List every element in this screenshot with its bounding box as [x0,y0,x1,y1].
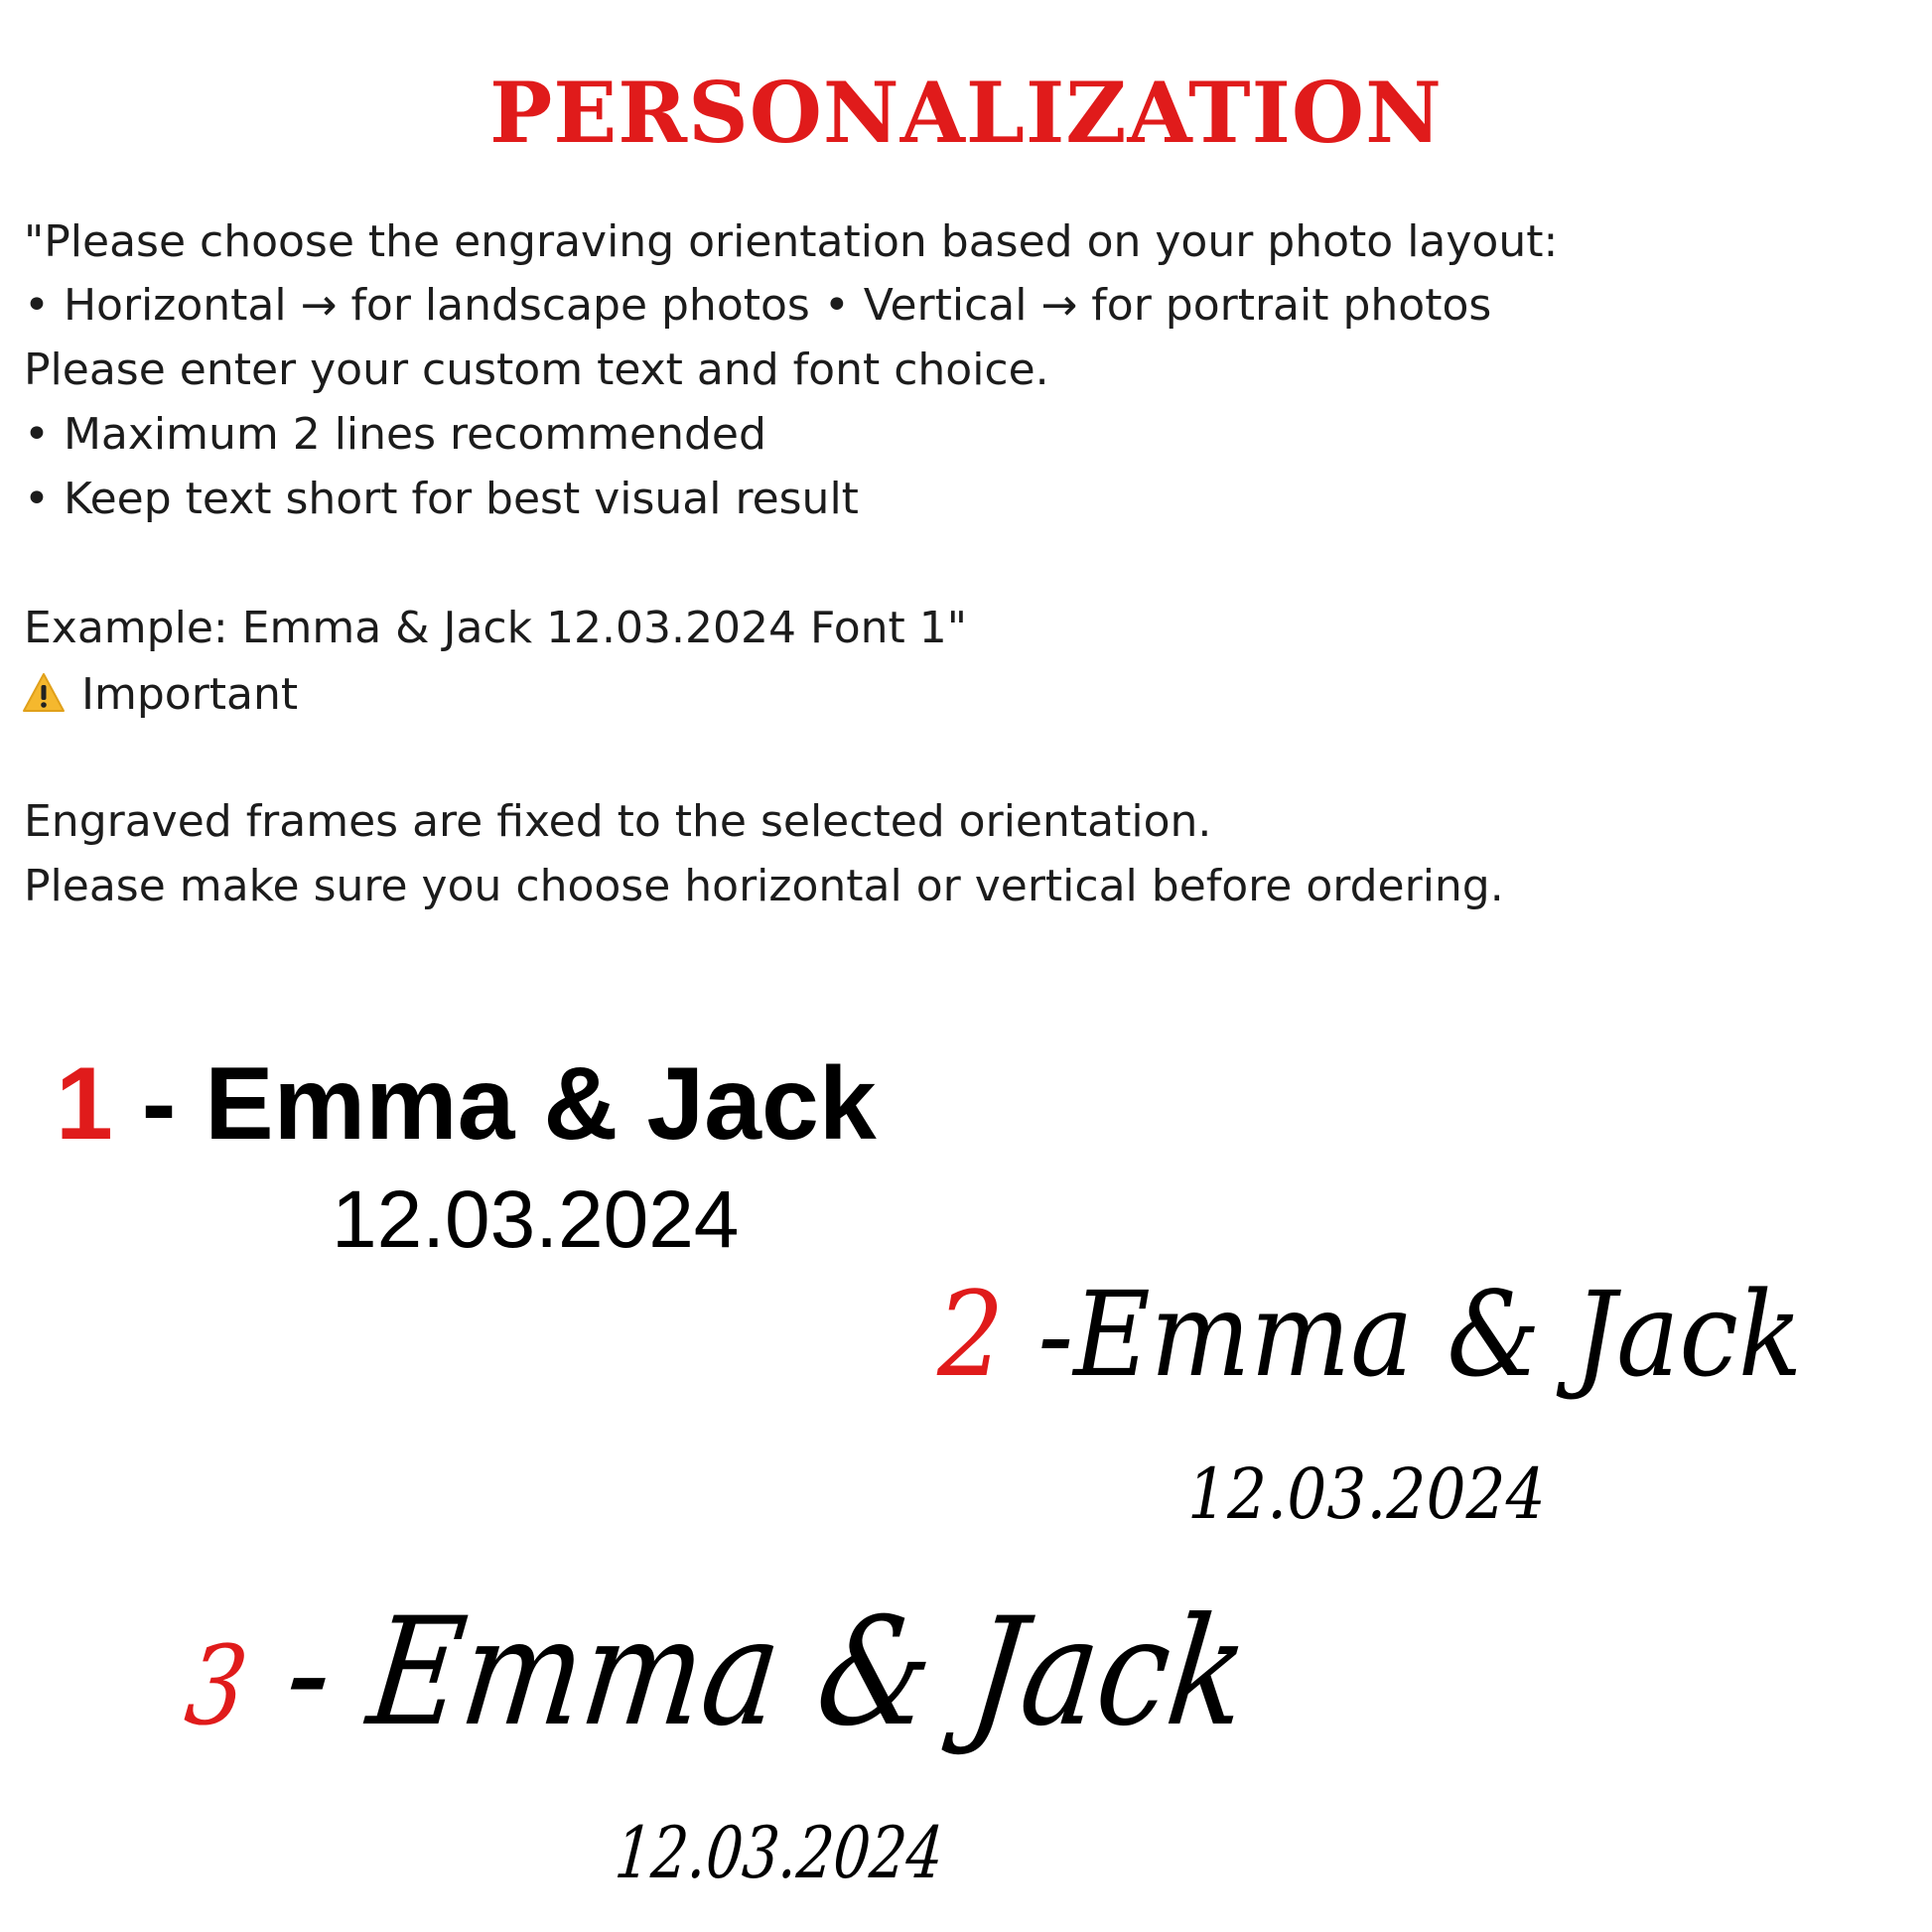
important-heading [22,669,299,720]
example-text: Example: Emma & Jack 12.03.2024 Font 1" [24,603,967,653]
font-sample-1-date: 12.03.2024 [332,1174,740,1265]
font-sample-3-number: 3 [179,1622,254,1749]
font-sample-1-names [56,1046,877,1162]
instruction-bullet: • Keep text short for best visual result [24,474,859,524]
instruction-line: "Please choose the engraving orientation based on your photo layout: [24,216,1559,267]
warning-icon [22,671,66,715]
font-sample-3-separator: - [237,1587,382,1759]
font-sample-2-date: 12.03.2024 [1187,1453,1546,1535]
page-title: PERSONALIZATION [489,64,1443,162]
font-sample-1-separator: - [112,1046,206,1162]
font-sample-2-name-text: Emma & Jack [1073,1266,1803,1403]
font-sample-3-name-text: Emma & Jack [360,1587,1257,1759]
instruction-line: Please enter your custom text and font choice. [24,345,1049,395]
font-sample-2-names [937,1266,1803,1403]
font-sample-2-separator: - [1004,1266,1074,1403]
font-sample-3-date: 12.03.2024 [612,1811,947,1894]
instruction-bullet: • Maximum 2 lines recommended [24,409,766,460]
note-line: Engraved frames are fixed to the selected orientation. [24,796,1212,847]
note-line: Please make sure you choose horizontal or vertical before ordering. [24,861,1504,911]
important-label: Important [81,669,299,720]
font-sample-3-names [179,1587,1257,1759]
font-sample-1-name-text: Emma & Jack [205,1046,877,1162]
instruction-orientation-options: • Horizontal → for landscape photos • Vertical → for portrait photos [24,280,1492,331]
font-sample-1-number: 1 [56,1046,113,1162]
font-sample-2-number: 2 [937,1266,1005,1403]
